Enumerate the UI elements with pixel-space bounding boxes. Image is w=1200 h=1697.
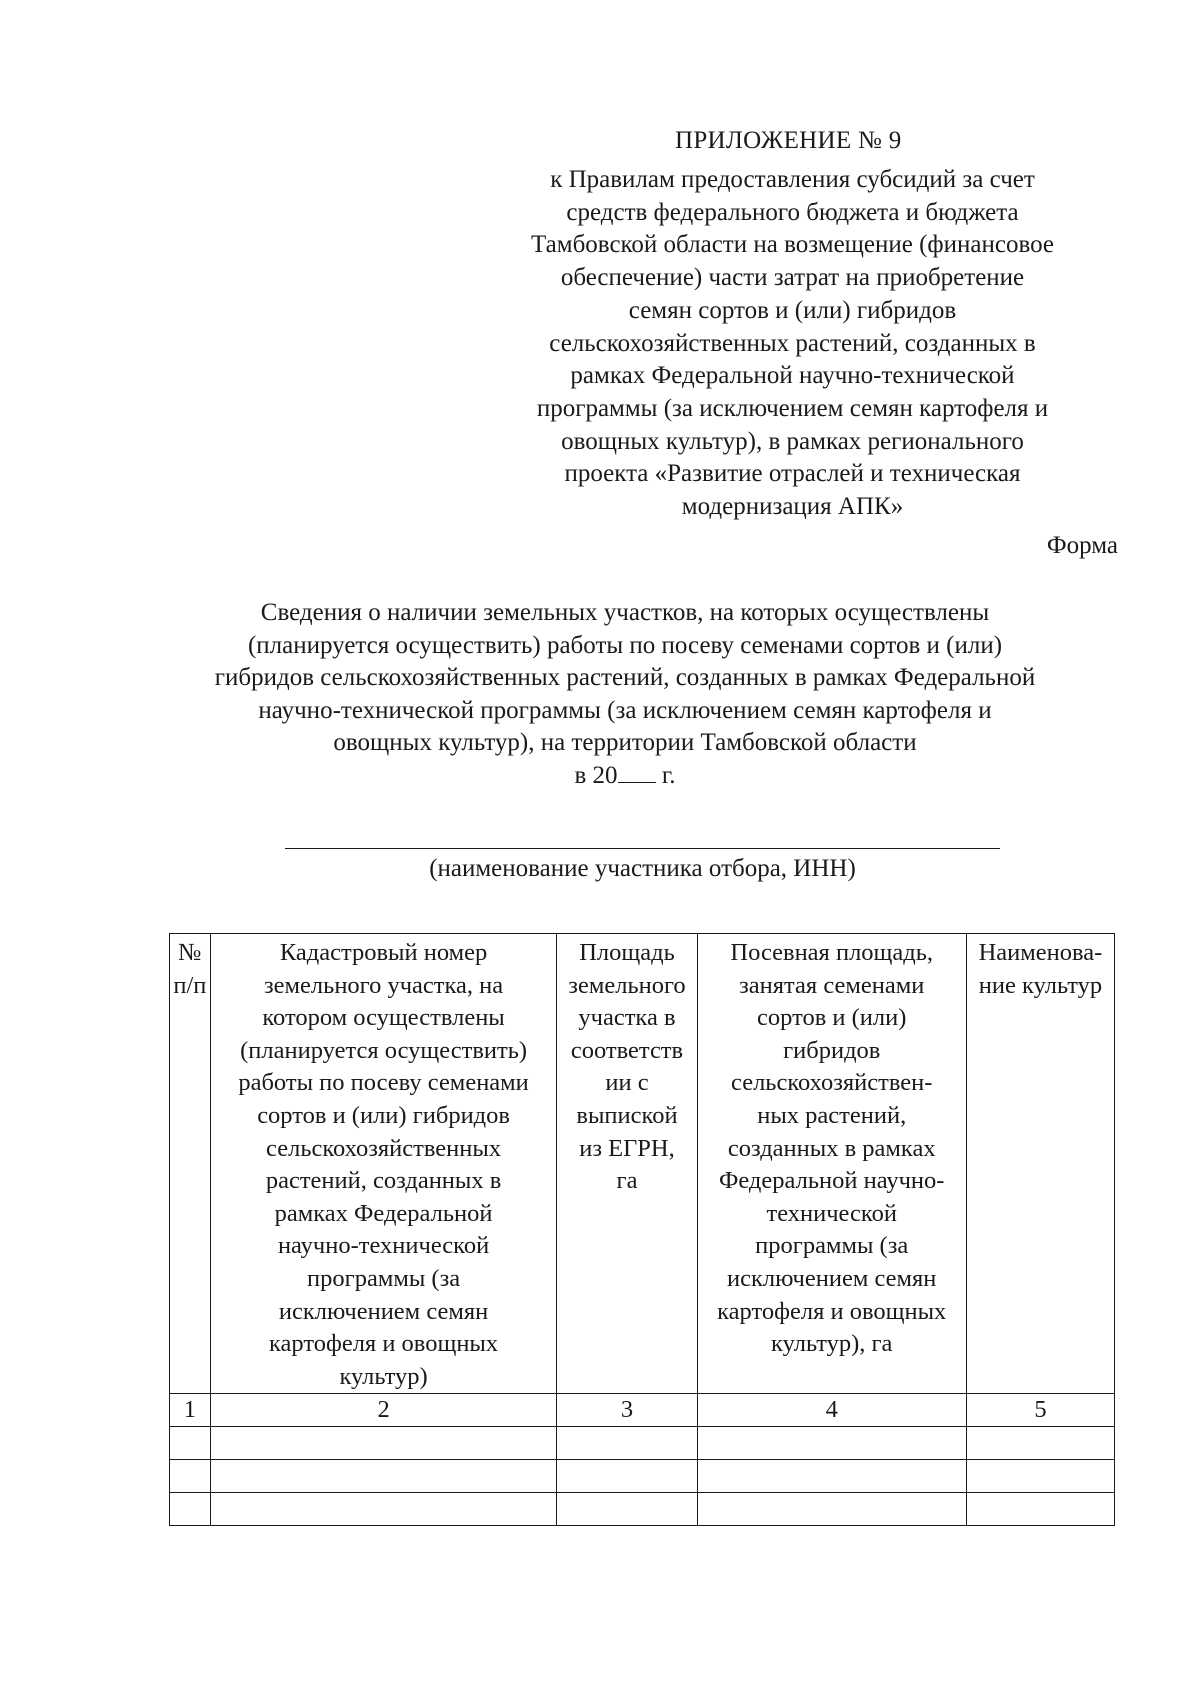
header-line: выпиской bbox=[576, 1101, 678, 1129]
table-row bbox=[170, 1493, 1115, 1526]
title-line: (планируется осуществить) работы по посеву семенами сортов и (или) bbox=[247, 631, 1003, 659]
header-line: Площадь bbox=[579, 939, 675, 966]
header-line: сельскохозяйствен- bbox=[731, 1069, 933, 1097]
header-line: картофеля и овощных bbox=[717, 1297, 947, 1325]
year-prefix: в 20 bbox=[574, 761, 618, 789]
title-line: овощных культур), на территории Тамбовской области bbox=[333, 729, 917, 756]
header-line: Посевная площадь, bbox=[730, 939, 934, 966]
table-cell[interactable] bbox=[697, 1427, 966, 1460]
document-title bbox=[150, 597, 1100, 792]
header-line: ние культур bbox=[978, 971, 1103, 999]
header-line: растений, созданных в bbox=[265, 1167, 502, 1195]
header-line: котором осуществлены bbox=[262, 1004, 505, 1032]
header-line: ных растений, bbox=[757, 1101, 907, 1129]
header-line: исключением семян bbox=[278, 1297, 489, 1325]
table-row bbox=[170, 1460, 1115, 1493]
header-line: соответств bbox=[570, 1036, 684, 1064]
header-line: сортов и (или) гибридов bbox=[257, 1101, 510, 1129]
title-line: Сведения о наличии земельных участков, на которых осуществлены bbox=[260, 599, 990, 626]
header-line: работы по посеву семенами bbox=[238, 1069, 529, 1097]
participant-signature-line bbox=[285, 848, 1000, 849]
year-blank bbox=[618, 760, 656, 783]
header-line: № bbox=[178, 939, 202, 966]
header-cell-sown-area bbox=[697, 934, 966, 1394]
table-cell[interactable] bbox=[170, 1427, 211, 1460]
header-line: культур) bbox=[339, 1362, 428, 1390]
appendix-line: Тамбовской области на возмещение (финансовое bbox=[531, 231, 1054, 259]
column-number-row bbox=[170, 1394, 1115, 1427]
year-line bbox=[150, 760, 1100, 793]
appendix-line: модернизация АПК» bbox=[681, 493, 904, 521]
header-line: исключением семян bbox=[727, 1264, 937, 1292]
header-line: Федеральной научно- bbox=[719, 1167, 945, 1195]
appendix-line: к Правилам предоставления субсидий за счет bbox=[550, 166, 1035, 193]
title-line: научно-технической программы (за исключением семян картофеля и bbox=[258, 696, 992, 724]
appendix-line: программы (за исключением семян картофеля и bbox=[536, 394, 1049, 422]
header-line: программы (за bbox=[307, 1264, 461, 1292]
column-number-cell: 1 bbox=[170, 1394, 211, 1427]
header-line: га bbox=[616, 1167, 638, 1195]
appendix-line: сельскохозяйственных растений, созданных в bbox=[549, 329, 1036, 357]
header-cell-cadastral-number bbox=[210, 934, 557, 1394]
table-cell[interactable] bbox=[697, 1493, 966, 1526]
table-header-row bbox=[170, 934, 1115, 1394]
table-cell[interactable] bbox=[697, 1460, 966, 1493]
header-line: занятая семенами bbox=[739, 971, 925, 999]
column-number-cell: 4 bbox=[697, 1394, 966, 1427]
table-cell[interactable] bbox=[170, 1460, 211, 1493]
appendix-line: семян сортов и (или) гибридов bbox=[628, 296, 957, 324]
column-number-cell: 2 bbox=[210, 1394, 557, 1427]
header-line: Кадастровый номер bbox=[279, 939, 488, 966]
land-plots-table bbox=[169, 933, 1115, 1526]
table-cell[interactable] bbox=[966, 1493, 1114, 1526]
header-line: п/п bbox=[173, 971, 207, 999]
table-cell[interactable] bbox=[966, 1427, 1114, 1460]
appendix-subtitle bbox=[500, 164, 1085, 524]
form-label: Форма bbox=[1046, 532, 1118, 559]
title-line: гибридов сельскохозяйственных растений, созданных в рамках Федеральной bbox=[214, 664, 1036, 691]
header-line: созданных в рамках bbox=[727, 1134, 936, 1162]
header-line: гибридов bbox=[783, 1036, 881, 1064]
header-line: технической bbox=[766, 1199, 897, 1227]
appendix-title: ПРИЛОЖЕНИЕ № 9 bbox=[675, 127, 902, 154]
table-cell[interactable] bbox=[170, 1493, 211, 1526]
header-line: сельскохозяйственных bbox=[266, 1134, 502, 1162]
appendix-line: проекта «Развитие отраслей и техническая bbox=[564, 460, 1021, 488]
header-cell-plot-area bbox=[557, 934, 697, 1394]
column-number-cell: 5 bbox=[966, 1394, 1114, 1427]
table-row bbox=[170, 1427, 1115, 1460]
header-cell-number bbox=[170, 934, 211, 1394]
header-line: картофеля и овощных bbox=[268, 1330, 499, 1358]
header-line: сортов и (или) bbox=[757, 1004, 907, 1032]
header-line: культур), га bbox=[771, 1330, 893, 1358]
appendix-line: овощных культур), в рамках регионального bbox=[561, 427, 1024, 455]
header-cell-crop-name bbox=[966, 934, 1114, 1394]
table-cell[interactable] bbox=[557, 1427, 697, 1460]
table-cell[interactable] bbox=[966, 1460, 1114, 1493]
header-line: рамках Федеральной bbox=[274, 1199, 493, 1227]
header-line: из ЕГРН, bbox=[579, 1134, 675, 1162]
participant-caption: (наименование участника отбора, ИНН) bbox=[429, 855, 856, 882]
table-cell[interactable] bbox=[557, 1493, 697, 1526]
header-line: земельного bbox=[568, 971, 686, 999]
header-line: (планируется осуществить) bbox=[240, 1036, 528, 1064]
header-line: участка в bbox=[578, 1004, 676, 1032]
column-number-cell: 3 bbox=[557, 1394, 697, 1427]
table-cell[interactable] bbox=[210, 1427, 557, 1460]
appendix-line: обеспечение) части затрат на приобретение bbox=[560, 264, 1025, 292]
header-line: земельного участка, на bbox=[263, 971, 504, 999]
appendix-line: рамках Федеральной научно-технической bbox=[570, 362, 1015, 390]
header-line: программы (за bbox=[755, 1232, 909, 1260]
appendix-line: средств федерального бюджета и бюджета bbox=[566, 198, 1019, 226]
header-line: ии с bbox=[605, 1069, 649, 1097]
table-cell[interactable] bbox=[557, 1460, 697, 1493]
table-cell[interactable] bbox=[210, 1460, 557, 1493]
header-line: Наименова- bbox=[978, 939, 1103, 966]
year-suffix: г. bbox=[655, 761, 676, 789]
header-line: научно-технической bbox=[277, 1232, 490, 1260]
table-cell[interactable] bbox=[210, 1493, 557, 1526]
